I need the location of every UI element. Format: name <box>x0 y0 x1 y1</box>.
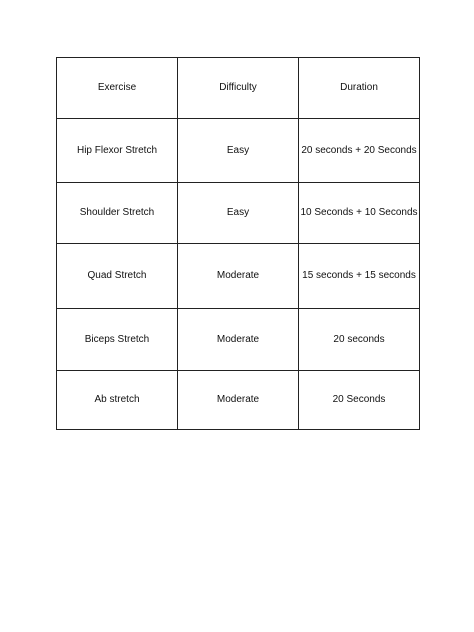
duration-cell: 20 seconds + 20 Seconds <box>299 119 420 183</box>
table-row <box>57 183 420 244</box>
header-duration: Duration <box>299 58 420 119</box>
exercise-table <box>56 57 420 430</box>
header-exercise: Exercise <box>57 58 178 119</box>
exercise-cell: Biceps Stretch <box>57 309 178 371</box>
table-row <box>57 244 420 309</box>
difficulty-cell: Moderate <box>178 371 299 430</box>
difficulty-cell: Moderate <box>178 244 299 309</box>
table-row <box>57 309 420 371</box>
table-header-row <box>57 58 420 119</box>
exercise-cell: Shoulder Stretch <box>57 183 178 244</box>
duration-cell: 15 seconds + 15 seconds <box>299 244 420 309</box>
exercise-cell: Quad Stretch <box>57 244 178 309</box>
duration-cell: 10 Seconds + 10 Seconds <box>299 183 420 244</box>
exercise-cell: Ab stretch <box>57 371 178 430</box>
table-row <box>57 371 420 430</box>
header-difficulty: Difficulty <box>178 58 299 119</box>
exercise-cell: Hip Flexor Stretch <box>57 119 178 183</box>
table-row <box>57 119 420 183</box>
duration-cell: 20 seconds <box>299 309 420 371</box>
difficulty-cell: Easy <box>178 119 299 183</box>
difficulty-cell: Moderate <box>178 309 299 371</box>
duration-cell: 20 Seconds <box>299 371 420 430</box>
difficulty-cell: Easy <box>178 183 299 244</box>
